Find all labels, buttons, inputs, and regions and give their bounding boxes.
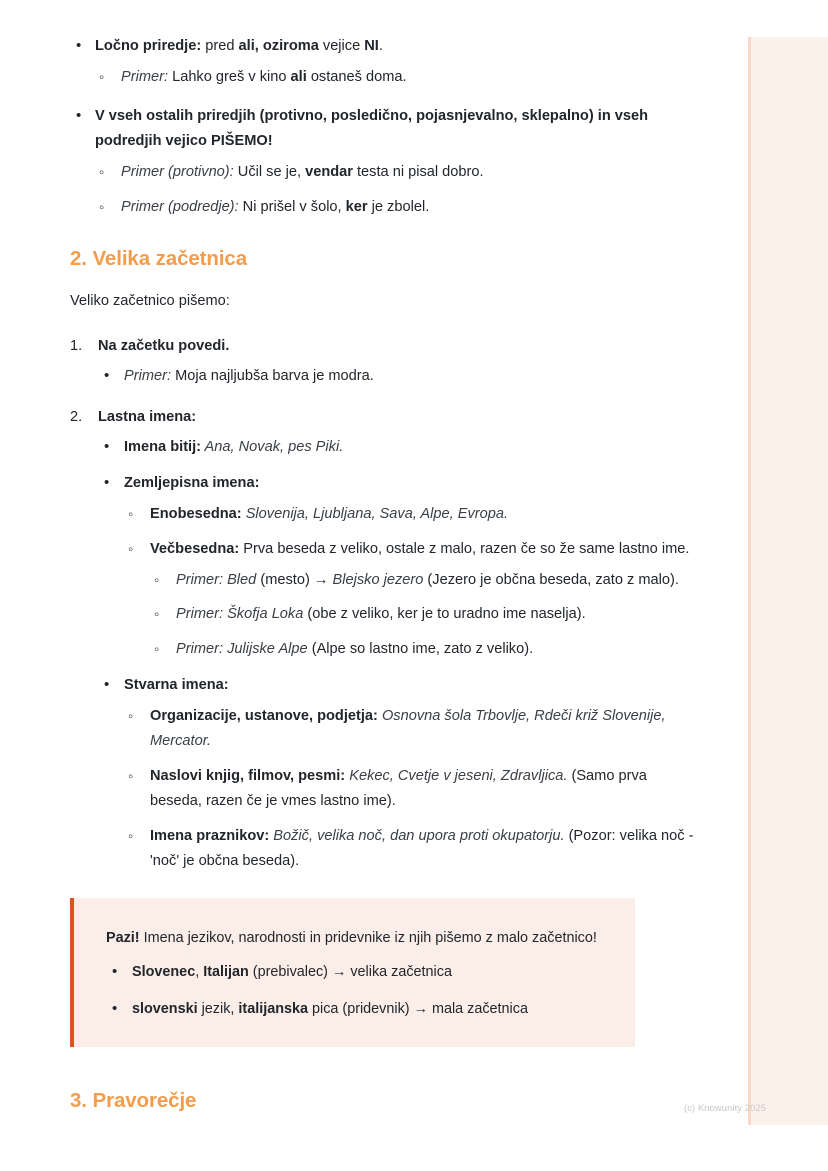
example-label: Primer: <box>124 367 172 384</box>
callout-examples-list <box>106 960 605 1022</box>
list-item <box>95 160 700 185</box>
example-text-a: Učil se je, <box>233 164 306 181</box>
subrule-title: Stvarna imena: <box>124 676 229 693</box>
subrule-title: Imena praznikov: <box>150 828 270 845</box>
example-bold: ker <box>345 199 368 216</box>
section-3-heading: 3. Pravorečje <box>70 1089 197 1113</box>
rule-bold-end: NI <box>364 38 379 54</box>
list-item <box>98 364 700 389</box>
list-item <box>98 471 700 662</box>
list-item <box>106 960 605 985</box>
section-2-heading: 2. Velika začetnica <box>70 246 248 270</box>
example-italic-a: Primer: Bled <box>176 572 257 589</box>
capitalization-rules-list <box>70 334 700 875</box>
list-item <box>70 405 700 874</box>
subrule-examples: Kekec, Cvetje v jeseni, Zdravljica. <box>345 767 568 784</box>
list-item <box>124 824 700 874</box>
rule-title: V vseh ostalih priredjih (protivno, posledično, pojasnjevalno, sklepalno) in vseh podredjih vejico PIŠEMO! <box>95 108 649 150</box>
subrule-examples: Božič, velika noč, dan upora proti okupatorju. <box>269 828 565 845</box>
rule-text-end: . <box>378 38 383 54</box>
list-item <box>70 104 700 220</box>
subrule-note: (Pozor: velika noč - 'noč' je občna beseda). <box>150 828 694 870</box>
example-sublist <box>95 65 700 90</box>
proper-nouns-list <box>98 435 700 874</box>
subrule-examples: Slovenija, Ljubljana, Sava, Alpe, Evropa. <box>241 506 509 523</box>
list-item <box>124 537 700 661</box>
example-bold: vendar <box>305 164 353 181</box>
example-label: Primer (protivno): <box>121 164 234 181</box>
decorative-right-band-edge <box>748 37 751 1125</box>
callout-tail: pica (pridevnik) → mala začetnica <box>308 1000 528 1017</box>
callout-bold-b: Italijan <box>203 963 249 980</box>
callout-tail: (prebivalec) → velika začetnica <box>248 963 452 980</box>
callout-mid: , <box>195 963 204 980</box>
callout-paragraph <box>106 926 605 952</box>
example-plain-a: (obe z veliko, ker je to uradno ime naselja). <box>303 606 586 623</box>
decorative-right-band <box>748 37 828 1125</box>
thing-names-list <box>124 704 700 875</box>
example-sublist <box>98 364 700 389</box>
list-item <box>95 65 700 90</box>
rule-text-mid: vejice <box>318 38 365 54</box>
footer-credit: (c) Knowunity 2025 <box>684 1102 767 1113</box>
geographic-examples-list <box>150 568 700 661</box>
callout-lead-label: Pazi! <box>106 930 140 947</box>
callout-bold-b: italijanska <box>238 1000 308 1017</box>
list-item <box>124 704 700 754</box>
list-item <box>106 997 605 1022</box>
geographic-names-list <box>124 502 700 661</box>
subrule-title: Večbesedna: <box>150 541 240 558</box>
subrule-title: Zemljepisna imena: <box>124 475 260 492</box>
list-item <box>98 435 700 460</box>
example-plain-b: (Jezero je občna beseda, zato z malo). <box>423 572 679 589</box>
warning-callout <box>70 898 635 1047</box>
example-text-b: je zbolel. <box>367 199 430 216</box>
example-plain-a: (Alpe so lastno ime, zato z veliko). <box>307 640 534 657</box>
subrule-title: Naslovi knjig, filmov, pesmi: <box>150 767 346 784</box>
example-text-a: Lahko greš v kino <box>168 69 291 86</box>
subrule-title: Enobesedna: <box>150 506 242 523</box>
list-item <box>150 602 700 627</box>
rule-title: Lastna imena: <box>98 408 197 425</box>
rule-text-before: pred <box>201 38 239 54</box>
subrule-text: Prva beseda z veliko, ostale z malo, razen če so že same lastno ime. <box>239 541 690 558</box>
example-bold: ali <box>290 69 307 86</box>
example-italic-b: Blejsko jezero <box>332 572 424 589</box>
subrule-examples: Osnovna šola Trbovlje, Rdeči križ Slovenije, Mercator. <box>150 707 666 749</box>
rule-title: Na začetku povedi. <box>98 337 230 354</box>
list-item <box>98 673 700 875</box>
example-italic-a: Primer: Škofja Loka <box>176 606 304 623</box>
example-sublist <box>95 160 700 220</box>
callout-lead-text: Imena jezikov, narodnosti in pridevnike iz njih pišemo z malo začetnico! <box>139 930 597 947</box>
example-plain-a: (mesto) → <box>256 572 333 589</box>
rule-title: Ločno priredje: <box>95 38 202 54</box>
subrule-examples: Ana, Novak, pes Piki. <box>201 438 344 455</box>
callout-bold-a: Slovenec <box>132 963 196 980</box>
example-label: Primer: <box>121 69 169 86</box>
list-item <box>70 334 700 389</box>
subrule-title: Imena bitij: <box>124 438 202 455</box>
list-item <box>70 34 700 90</box>
example-italic-a: Primer: Julijske Alpe <box>176 640 308 657</box>
example-label: Primer (podredje): <box>121 199 239 216</box>
example-text-b: testa ni pisal dobro. <box>352 164 484 181</box>
rule-bold-mid: ali, oziroma <box>238 38 319 54</box>
example-text-a: Ni prišel v šolo, <box>238 199 346 216</box>
list-item <box>124 764 700 814</box>
list-item <box>150 637 700 662</box>
callout-mid: jezik, <box>197 1000 239 1017</box>
callout-bold-a: slovenski <box>132 1000 198 1017</box>
subrule-title: Organizacije, ustanove, podjetja: <box>150 707 378 724</box>
example-text: Moja najljubša barva je modra. <box>171 367 374 384</box>
example-text-b: ostaneš doma. <box>306 69 407 86</box>
section-2-lead: Veliko začetnico pišemo: <box>70 292 230 309</box>
list-item <box>95 195 700 220</box>
list-item <box>150 568 700 593</box>
subrule-note: (Samo prva beseda, razen če je vmes lastno ime). <box>150 767 647 809</box>
comma-rules-list <box>70 34 700 221</box>
list-item <box>124 502 700 527</box>
